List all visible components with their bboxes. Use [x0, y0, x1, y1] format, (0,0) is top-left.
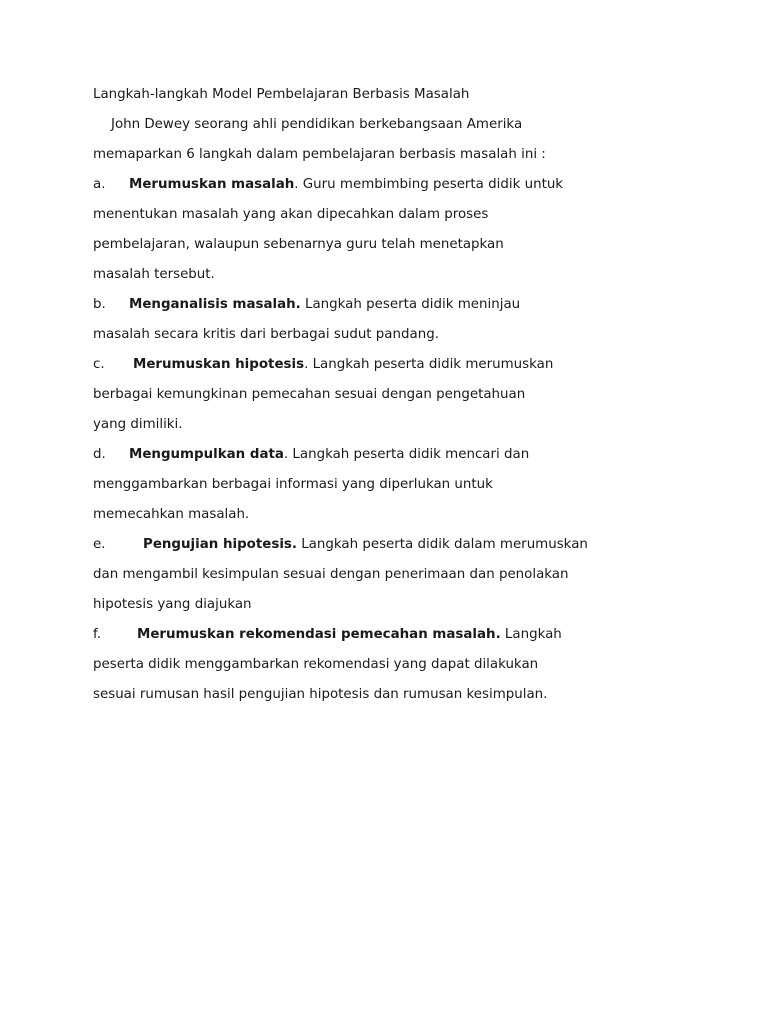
step-e-line: dan mengambil kesimpulan sesuai dengan penerimaan dan penolakan [93, 567, 569, 582]
step-a-marker: a. [93, 177, 106, 192]
step-b-line: masalah secara kritis dari berbagai sudut pandang. [93, 327, 439, 342]
step-c-marker: c. [93, 357, 105, 372]
step-b-text: Langkah peserta didik meninjau [300, 297, 521, 312]
step-d-first-line [93, 445, 529, 465]
step-c-text: . Langkah peserta didik merumuskan [304, 357, 554, 372]
step-a-line: masalah tersebut. [93, 267, 215, 282]
step-f-marker: f. [93, 627, 101, 642]
step-b-first-line [93, 295, 520, 315]
intro-line-1: John Dewey seorang ahli pendidikan berkebangsaan Amerika [111, 117, 523, 132]
step-e-first-line [93, 535, 588, 555]
step-d-line: menggambarkan berbagai informasi yang diperlukan untuk [93, 477, 493, 492]
step-a-line: pembelajaran, walaupun sebenarnya guru telah menetapkan [93, 237, 504, 252]
step-d-text: . Langkah peserta didik mencari dan [283, 447, 530, 462]
step-f-first-line [93, 625, 562, 645]
step-c-line: berbagai kemungkinan pemecahan sesuai dengan pengetahuan [93, 387, 526, 402]
step-f-line: sesuai rumusan hasil pengujian hipotesis dan rumusan kesimpulan. [93, 687, 548, 702]
step-e-line: hipotesis yang diajukan [93, 597, 252, 612]
step-c-line: yang dimiliki. [93, 417, 183, 432]
step-d-line: memecahkan masalah. [93, 507, 250, 522]
step-d-heading: Mengumpulkan data [129, 447, 284, 462]
step-a-heading: Merumuskan masalah [129, 177, 295, 192]
step-d-marker: d. [93, 447, 106, 462]
step-e-heading: Pengujian hipotesis. [143, 537, 297, 552]
intro-line-2: memaparkan 6 langkah dalam pembelajaran berbasis masalah ini : [93, 147, 546, 162]
step-f-text: Langkah [500, 627, 562, 642]
step-a-text: . Guru membimbing peserta didik untuk [294, 177, 564, 192]
step-c-first-line [93, 355, 553, 375]
step-f-heading: Merumuskan rekomendasi pemecahan masalah. [137, 627, 501, 642]
step-a-line: menentukan masalah yang akan dipecahkan dalam proses [93, 207, 489, 222]
step-e-text: Langkah peserta didik dalam merumuskan [296, 537, 588, 552]
step-a-first-line [93, 175, 563, 195]
step-c-heading: Merumuskan hipotesis [133, 357, 305, 372]
step-b-heading: Menganalisis masalah. [129, 297, 301, 312]
document-title: Langkah-langkah Model Pembelajaran Berbasis Masalah [93, 87, 470, 102]
step-b-marker: b. [93, 297, 106, 312]
step-f-line: peserta didik menggambarkan rekomendasi yang dapat dilakukan [93, 657, 539, 672]
step-e-marker: e. [93, 537, 106, 552]
